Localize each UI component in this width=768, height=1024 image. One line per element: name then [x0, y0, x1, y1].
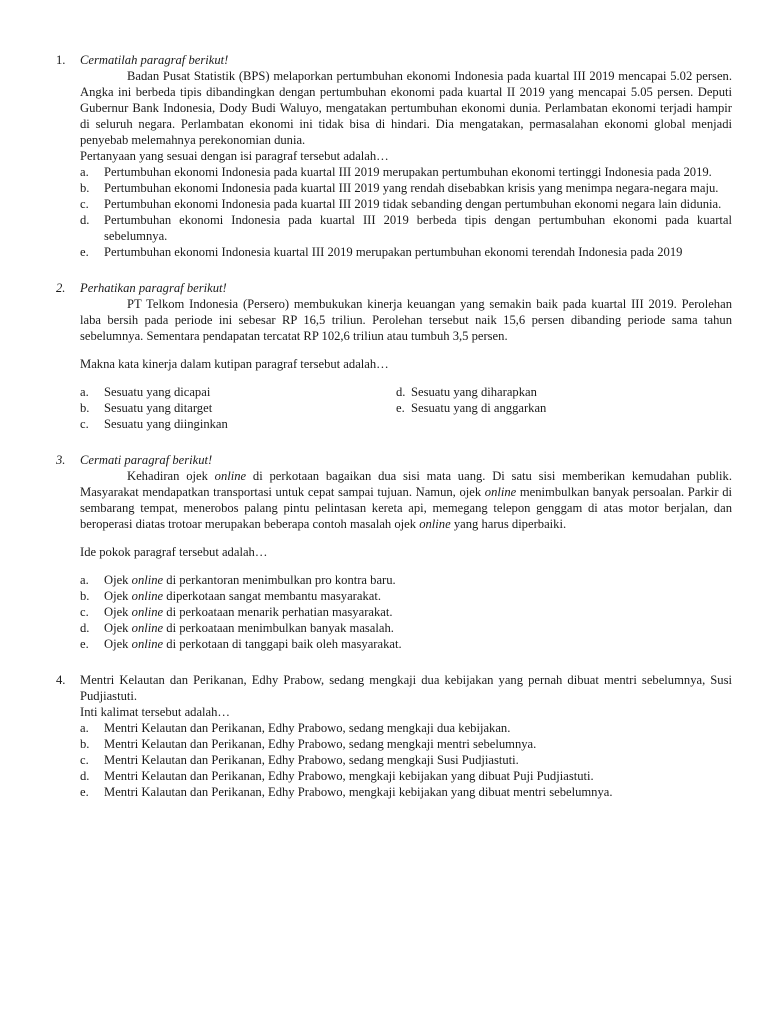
question-prompt: Pertanyaan yang sesuai dengan isi paragraf tersebut adalah…	[80, 149, 389, 163]
question-prompt: Ide pokok paragraf tersebut adalah…	[80, 545, 268, 559]
question-paragraph: Kehadiran ojek online di perkotaan bagaikan dua sisi mata uang. Di satu sisi memberikan kemudahan publik. Masyarakat mendapatkan transportasi untuk cepat sampai tujuan. Namun, ojek online menimbulkan banyak persoalan. Parkir di sembarang tempat, menerobos palang pintu pelintasan kereta api, memegang telepon genggam di atas motor berjalan, dan beroperasi diatas trotoar merupakan beberapa contoh masalah ojek online yang harus diperbaiki.	[80, 469, 732, 531]
answer-options	[80, 720, 732, 800]
answer-option-d[interactable]: d. Pertumbuhan ekonomi Indonesia pada kuartal III 2019 berbeda tipis dengan pertumbuhan ekonomi pada kuartal sebelumnya.	[80, 213, 732, 243]
answer-option-d[interactable]: d. Ojek online di perkoataan menimbulkan banyak masalah.	[80, 621, 394, 635]
question-number: 3.	[56, 453, 66, 467]
answer-column-left	[80, 384, 380, 432]
answer-option-e[interactable]: e. Ojek online di perkotaan di tanggapi baik oleh masyarakat.	[80, 637, 402, 651]
question-number: 4.	[56, 673, 66, 687]
answer-option-b[interactable]: b. Sesuatu yang ditarget	[80, 401, 213, 415]
question-sheet	[0, 52, 768, 800]
answer-option-a[interactable]: a. Ojek online di perkantoran menimbulkan pro kontra baru.	[80, 573, 396, 587]
answer-option-b[interactable]: b. Pertumbuhan ekonomi Indonesia pada kuartal III 2019 yang rendah disebabkan krisis yang menimpa negara-negara maju.	[80, 181, 719, 195]
answer-option-b[interactable]: b. Mentri Kelautan dan Perikanan, Edhy Prabowo, sedang mengkaji mentri sebelumnya.	[80, 737, 537, 751]
answer-column-right	[396, 384, 696, 416]
answer-option-e[interactable]: e. Pertumbuhan ekonomi Indonesia kuartal III 2019 merupakan pertumbuhan ekonomi terendah Indonesia pada 2019	[80, 245, 683, 259]
answer-options	[80, 164, 732, 260]
answer-option-d[interactable]: d. Mentri Kelautan dan Perikanan, Edhy Prabowo, mengkaji kebijakan yang dibuat Puji Pudjiastuti.	[80, 769, 594, 783]
question-paragraph: Mentri Kelautan dan Perikanan, Edhy Prabow, sedang mengkaji dua kebijakan yang pernah dibuat mentri sebelumnya, Susi Pudjiastuti.	[80, 673, 732, 703]
question-instruction: Perhatikan paragraf berikut!	[80, 281, 227, 295]
question-prompt: Inti kalimat tersebut adalah…	[80, 705, 231, 719]
answer-option-c[interactable]: c. Pertumbuhan ekonomi Indonesia pada kuartal III 2019 tidak sebanding dengan pertumbuhan ekonomi negara lain didunia.	[80, 197, 722, 211]
answer-option-c[interactable]: c. Mentri Kelautan dan Perikanan, Edhy Prabowo, sedang mengkaji Susi Pudjiastuti.	[80, 753, 519, 767]
answer-option-d[interactable]: d. Sesuatu yang diharapkan	[396, 385, 537, 399]
answer-options	[80, 384, 732, 432]
question-number: 2.	[56, 281, 66, 295]
question-paragraph: PT Telkom Indonesia (Persero) membukukan kinerja keuangan yang semakin baik pada kuartal III 2019. Perolehan laba bersih pada periode ini sebesar RP 16,5 triliun. Perolehan tersebut naik 15,6 persen dibanding periode sama tahun sebelumnya. Sementara pendapatan tercatat RP 102,6 triliun atau tumbuh 3,5 persen.	[80, 297, 732, 343]
question-4	[56, 672, 732, 800]
answer-options	[80, 572, 732, 652]
answer-option-a[interactable]: a. Mentri Kelautan dan Perikanan, Edhy Prabowo, sedang mengkaji dua kebijakan.	[80, 721, 511, 735]
question-prompt: Makna kata kinerja dalam kutipan paragraf tersebut adalah…	[80, 357, 389, 371]
question-paragraph: Badan Pusat Statistik (BPS) melaporkan pertumbuhan ekonomi Indonesia pada kuartal III 2019 mencapai 5.02 persen. Angka ini berbeda tipis dibandingkan dengan pertumbuhan ekonomi pada kuartal II 2019 yang mencapai 5.05 persen. Deputi Gubernur Bank Indonesia, Dody Budi Waluyo, mengatakan pertumbuhan ekonomi dunia. Perlambatan ekonomi terjadi hampir di seluruh negara. Perlambatan ekonomi ini tidak bisa di hindari. Dia mengatakan, permasalahan ekonomi global menjadi penyebab melemahnya perekonomian dunia.	[80, 69, 732, 147]
answer-option-c[interactable]: c. Ojek online di perkoataan menarik perhatian masyarakat.	[80, 605, 393, 619]
answer-option-a[interactable]: a. Sesuatu yang dicapai	[80, 385, 211, 399]
answer-option-c[interactable]: c. Sesuatu yang diinginkan	[80, 417, 228, 431]
answer-option-a[interactable]: a. Pertumbuhan ekonomi Indonesia pada kuartal III 2019 merupakan pertumbuhan ekonomi tertinggi Indonesia pada 2019.	[80, 165, 712, 179]
question-instruction: Cermati paragraf berikut!	[80, 453, 213, 467]
question-2	[56, 280, 732, 432]
question-number: 1.	[56, 53, 66, 67]
answer-option-e[interactable]: e. Sesuatu yang di anggarkan	[396, 401, 547, 415]
question-1	[56, 52, 732, 260]
question-instruction: Cermatilah paragraf berikut!	[80, 53, 229, 67]
answer-option-e[interactable]: e. Mentri Kalautan dan Perikanan, Edhy Prabowo, mengkaji kebijakan yang dibuat mentri sebelumnya.	[80, 785, 613, 799]
answer-option-b[interactable]: b. Ojek online diperkotaan sangat membantu masyarakat.	[80, 589, 381, 603]
question-3	[56, 452, 732, 652]
